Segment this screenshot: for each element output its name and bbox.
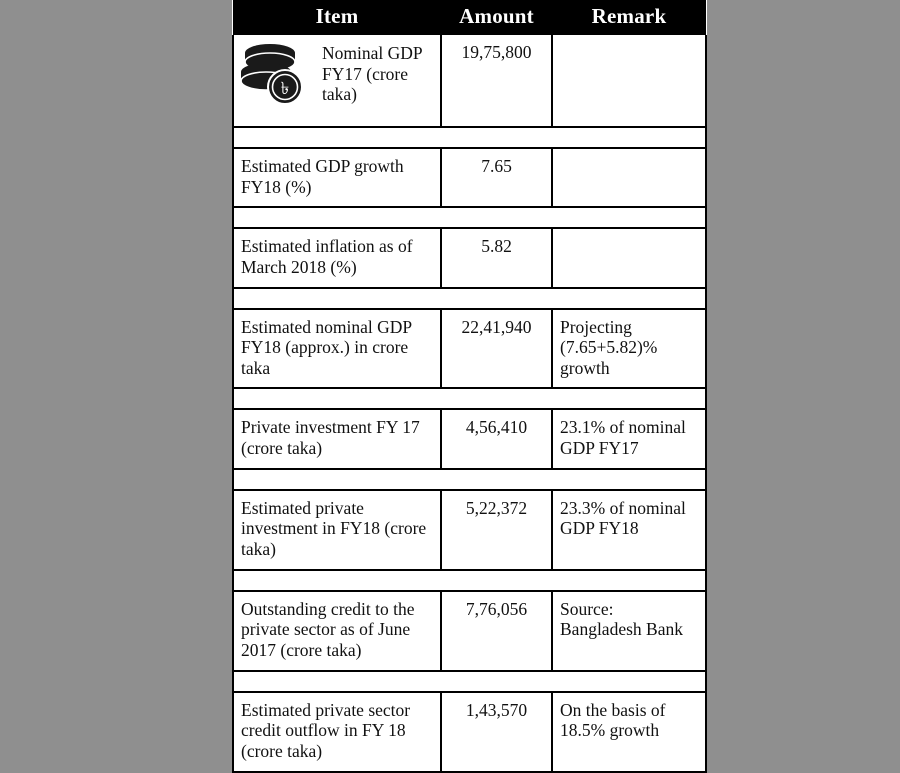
spacer-cell <box>233 388 706 409</box>
row-spacer <box>233 469 706 490</box>
gdp-investment-table-container <box>232 0 686 773</box>
table-header-row <box>233 0 706 35</box>
coins-taka-icon <box>240 41 318 107</box>
cell-remark <box>552 35 706 127</box>
cell-item <box>233 35 441 127</box>
row-spacer <box>233 671 706 692</box>
table-header <box>233 0 706 35</box>
cell-item: Estimated private investment in FY18 (crore taka) <box>233 490 441 570</box>
spacer-cell <box>233 671 706 692</box>
column-header-amount: Amount <box>441 0 552 35</box>
cell-amount: 22,41,940 <box>441 309 552 389</box>
row-spacer <box>233 570 706 591</box>
cell-amount: 4,56,410 <box>441 409 552 468</box>
row-spacer <box>233 127 706 148</box>
table-row <box>233 35 706 127</box>
cell-amount: 7.65 <box>441 148 552 207</box>
svg-text:৳: ৳ <box>280 79 290 98</box>
spacer-cell <box>233 127 706 148</box>
cell-item: Estimated nominal GDP FY18 (approx.) in crore taka <box>233 309 441 389</box>
table-row <box>233 591 706 671</box>
cell-amount: 5,22,372 <box>441 490 552 570</box>
cell-remark <box>552 148 706 207</box>
cell-item: Outstanding credit to the private sector as of June 2017 (crore taka) <box>233 591 441 671</box>
table-row <box>233 692 706 772</box>
table-body <box>233 35 706 772</box>
cell-remark: On the basis of 18.5% growth <box>552 692 706 772</box>
table-row <box>233 228 706 287</box>
cell-item: Private investment FY 17 (crore taka) <box>233 409 441 468</box>
item-label: Nominal GDP FY17 (crore taka) <box>322 43 422 105</box>
cell-remark: 23.1% of nominal GDP FY17 <box>552 409 706 468</box>
spacer-cell <box>233 469 706 490</box>
table-row <box>233 409 706 468</box>
row-spacer <box>233 207 706 228</box>
row-spacer <box>233 388 706 409</box>
spacer-cell <box>233 570 706 591</box>
table-row <box>233 148 706 207</box>
spacer-cell <box>233 207 706 228</box>
spacer-cell <box>233 288 706 309</box>
cell-amount: 1,43,570 <box>441 692 552 772</box>
cell-remark: Projecting (7.65+5.82)% growth <box>552 309 706 389</box>
cell-item: Estimated private sector credit outflow in FY 18 (crore taka) <box>233 692 441 772</box>
cell-remark <box>552 228 706 287</box>
cell-item: Estimated inflation as of March 2018 (%) <box>233 228 441 287</box>
gdp-investment-table <box>232 0 707 773</box>
cell-remark: Source: Bangladesh Bank <box>552 591 706 671</box>
cell-amount: 7,76,056 <box>441 591 552 671</box>
column-header-item: Item <box>233 0 441 35</box>
cell-amount: 5.82 <box>441 228 552 287</box>
row-spacer <box>233 288 706 309</box>
table-row <box>233 309 706 389</box>
cell-amount: 19,75,800 <box>441 35 552 127</box>
cell-remark: 23.3% of nominal GDP FY18 <box>552 490 706 570</box>
column-header-remark: Remark <box>552 0 706 35</box>
table-row <box>233 490 706 570</box>
cell-item: Estimated GDP growth FY18 (%) <box>233 148 441 207</box>
